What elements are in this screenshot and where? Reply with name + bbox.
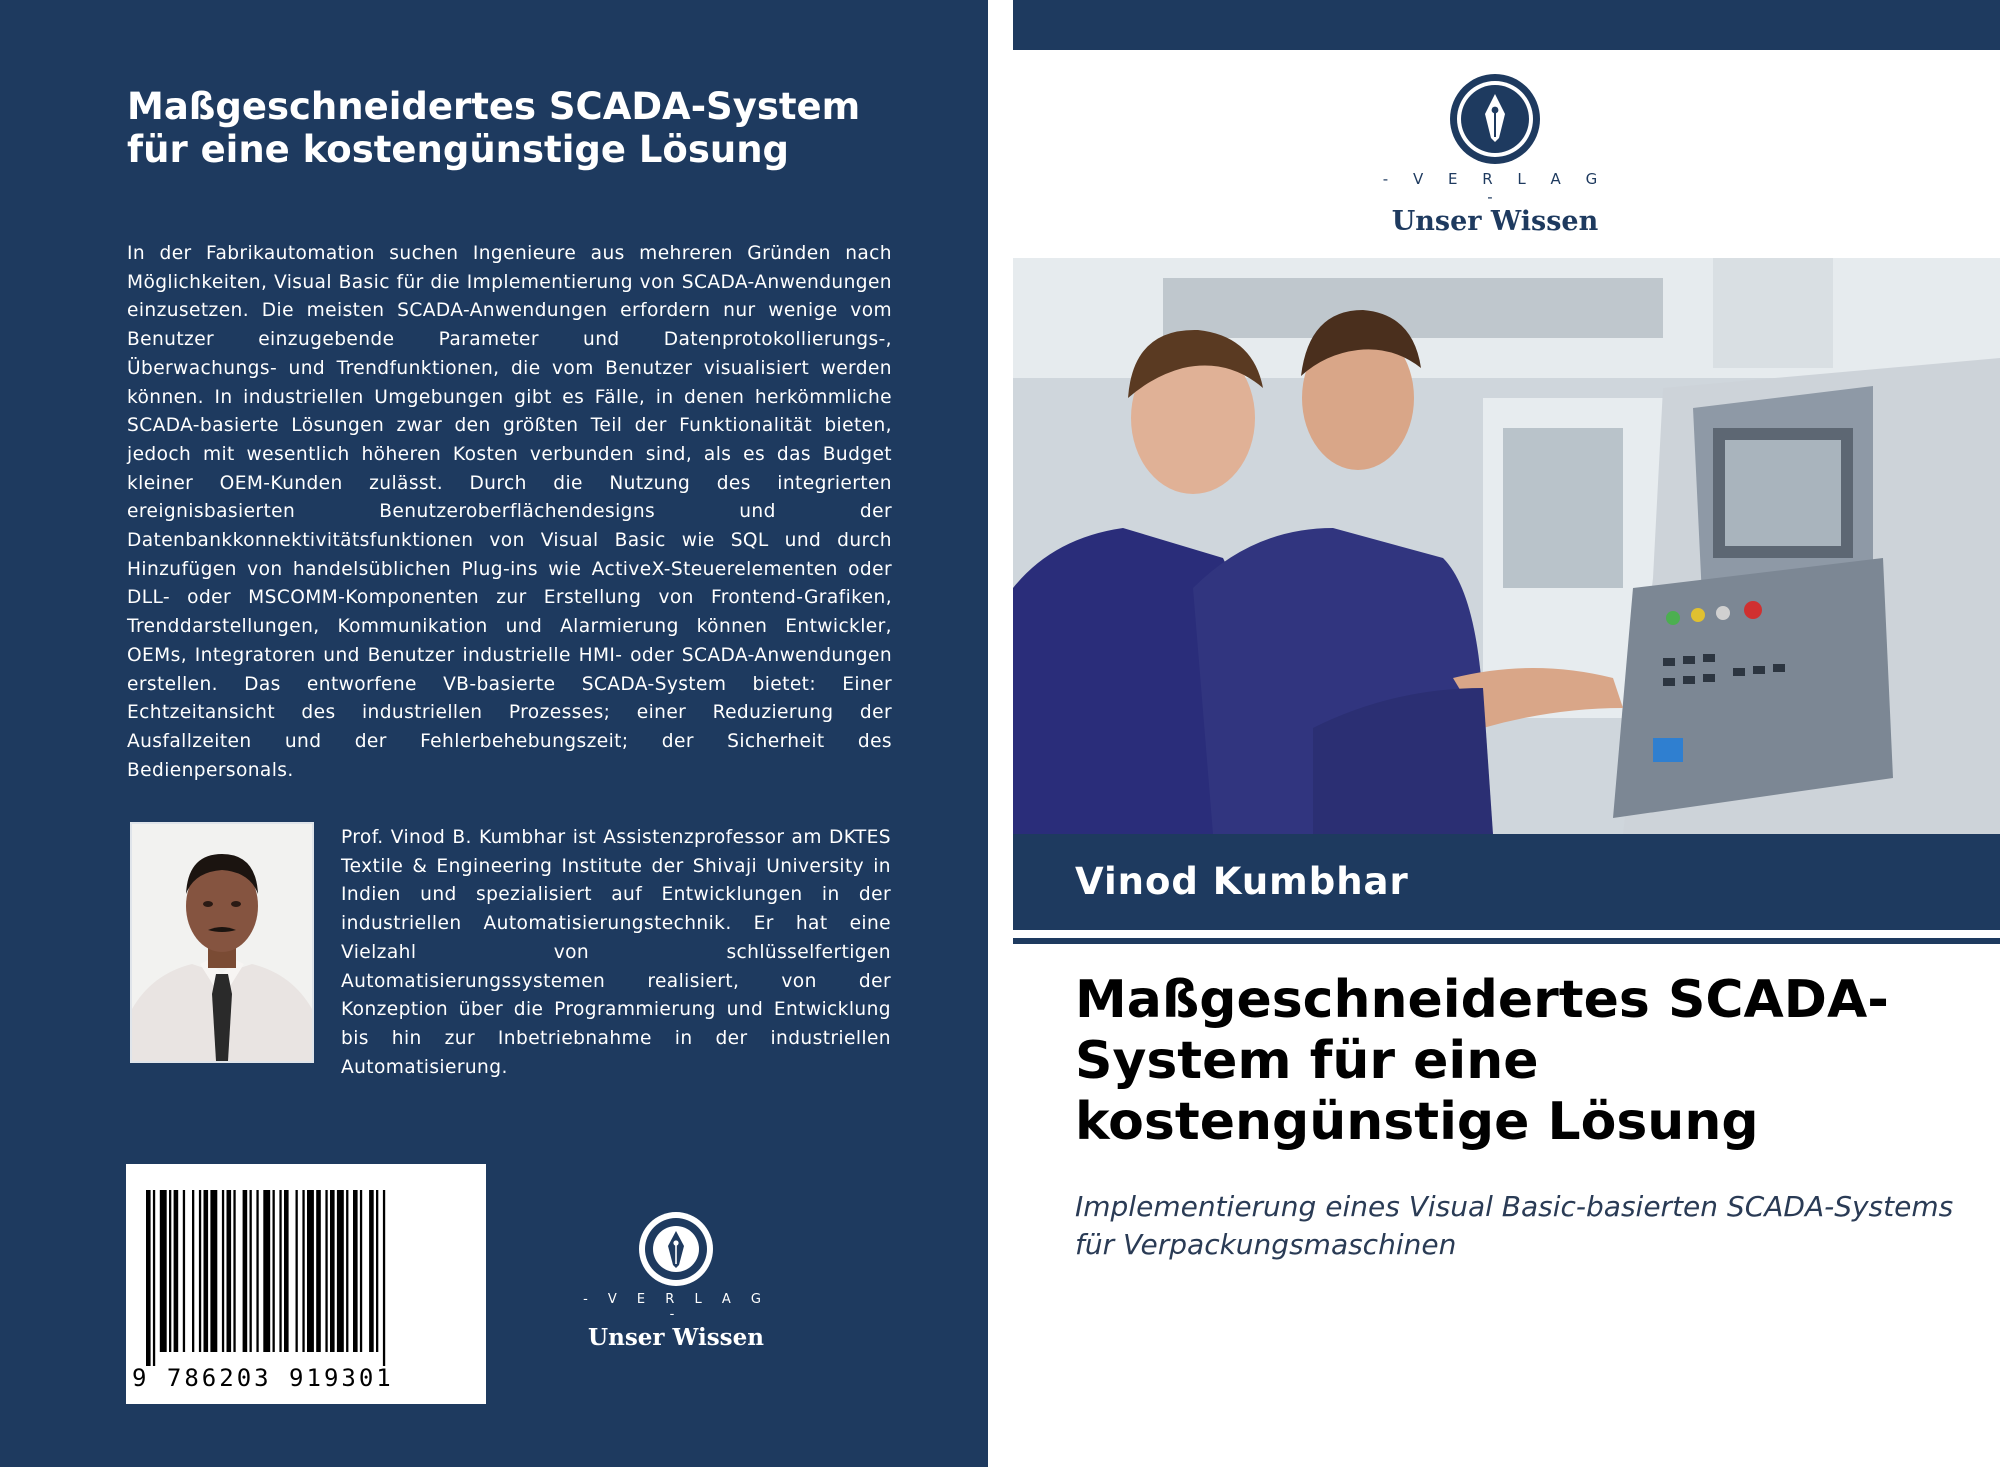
author-band bbox=[1013, 834, 2000, 930]
barcode-bar bbox=[369, 1190, 374, 1352]
barcode-bar bbox=[210, 1190, 217, 1352]
barcode-bar bbox=[192, 1190, 194, 1352]
author-portrait-illustration bbox=[132, 824, 312, 1061]
barcode-bar bbox=[153, 1190, 155, 1366]
publisher-verlag-label: - V E R L A G - bbox=[583, 1292, 769, 1322]
engineers-at-control-panel-illustration bbox=[1013, 258, 2000, 834]
barcode-bar bbox=[302, 1190, 304, 1352]
barcode-bar bbox=[243, 1190, 248, 1352]
barcode-bar bbox=[279, 1190, 281, 1352]
barcode-bar bbox=[330, 1190, 335, 1352]
barcode-bar bbox=[337, 1190, 344, 1352]
barcode-bars bbox=[146, 1190, 466, 1366]
publisher-logo-back bbox=[582, 1210, 770, 1350]
barcode-bar bbox=[263, 1190, 270, 1352]
barcode-bar bbox=[233, 1190, 235, 1352]
author-bio: Prof. Vinod B. Kumbhar ist Assistenzprofessor am DKTES Textile & Engineering Institute der Shivaji University in Indien und spezialisiert auf Entwicklungen in der industriellen Automatisierungstechnik. Er hat eine Vielzahl von schlüsselfertigen Automatisierungssystemen realisiert, von der Konzeption über die Programmierung und Entwicklung bis hin zur Inbetriebnahme in der industriellen Automatisierung. bbox=[341, 827, 891, 1078]
barcode-bar bbox=[360, 1190, 362, 1352]
barcode-bar bbox=[353, 1190, 358, 1352]
publisher-logo-front bbox=[1375, 72, 1615, 237]
barcode-bar bbox=[346, 1190, 348, 1352]
barcode-bar bbox=[383, 1190, 385, 1366]
publisher-verlag-label: - V E R L A G - bbox=[1382, 170, 1608, 206]
barcode-bar bbox=[316, 1190, 321, 1352]
spine bbox=[988, 0, 1013, 1467]
author-photo bbox=[130, 822, 314, 1063]
barcode-bar bbox=[227, 1190, 232, 1352]
front-cover-title: Maßgeschneidertes SCADA-System für eine kostengünstige Lösung bbox=[1075, 970, 1889, 1152]
barcode-bar bbox=[284, 1190, 289, 1352]
front-top-bar bbox=[1013, 0, 2000, 50]
fountain-pen-nib-icon bbox=[1448, 72, 1542, 166]
barcode-bar bbox=[146, 1190, 151, 1366]
barcode-bar bbox=[256, 1190, 258, 1352]
isbn-digits: 9 786203 919301 bbox=[132, 1364, 394, 1392]
publisher-name: Unser Wissen bbox=[588, 1324, 764, 1351]
barcode-bar bbox=[222, 1190, 224, 1352]
barcode-bar bbox=[169, 1190, 171, 1352]
back-cover-blurb: In der Fabrikautomation suchen Ingenieure aus mehreren Gründen nach Möglichkeiten, Visual Basic für die Implementierung von SCADA-Anwendungen einzusetzen. Die meisten SCADA-Anwendungen erfordern nur wenige vom Benutzer einzugebende Parameter und Datenprotokollierungs-, Überwachungs- und Trendfunktionen, die vom Benutzer visualisiert werden können. In industriellen Umgebungen gibt es Fälle, in denen herkömmliche SCADA-basierte Lösungen zwar den größten Teil der Funktionalität bieten, jedoch mit wesentlich höheren Kosten verbunden sind, als es das Budget kleiner OEM-Kunden zulässt. Durch die Nutzung des integrierten ereignisbasierten Benutzeroberflächendesigns und der Datenbankkonnektivitätsfunktionen von Visual Basic wie SQL und durch Hinzufügen von handelsüblichen Plug-ins wie ActiveX-Steuerelementen oder DLL- oder MSCOMM-Komponenten zur Erstellung von Frontend-Grafiken, Trenddarstellungen, Kommunikation und Alarmierung können Entwickler, OEMs, Integratoren und Benutzer industrielle HMI- oder SCADA-Anwendungen erstellen. Das entworfene VB-basierte SCADA-System bietet: Einer Echtzeitansicht des industriellen Prozesses; einer Reduzierung der Ausfallzeiten und der Fehlerbehebungszeit; der Sicherheit des Bedienpersonals. bbox=[127, 243, 892, 781]
barcode-bar bbox=[174, 1190, 179, 1352]
fountain-pen-nib-icon bbox=[637, 1210, 715, 1288]
title-divider bbox=[1013, 938, 2000, 944]
barcode-bar bbox=[204, 1190, 209, 1352]
barcode-bar bbox=[376, 1190, 378, 1352]
barcode-bar bbox=[199, 1190, 201, 1352]
barcode-bar bbox=[273, 1190, 275, 1352]
barcode-bar bbox=[160, 1190, 167, 1352]
back-cover-title: Maßgeschneidertes SCADA-System für eine kostengünstige Lösung bbox=[127, 85, 861, 171]
back-cover bbox=[0, 0, 988, 1467]
barcode-bar bbox=[296, 1190, 298, 1352]
publisher-name: Unser Wissen bbox=[1391, 206, 1599, 237]
front-cover-subtitle: Implementierung eines Visual Basic-basierten SCADA-Systems für Verpackungsmaschinen bbox=[1075, 1190, 1954, 1261]
barcode-bar bbox=[307, 1190, 314, 1352]
isbn-barcode bbox=[126, 1164, 486, 1404]
barcode-bar bbox=[250, 1190, 252, 1352]
barcode-bar bbox=[325, 1190, 327, 1352]
cover-photo bbox=[1013, 258, 2000, 834]
barcode-bar bbox=[183, 1190, 185, 1352]
front-author-name: Vinod Kumbhar bbox=[1075, 860, 1409, 903]
